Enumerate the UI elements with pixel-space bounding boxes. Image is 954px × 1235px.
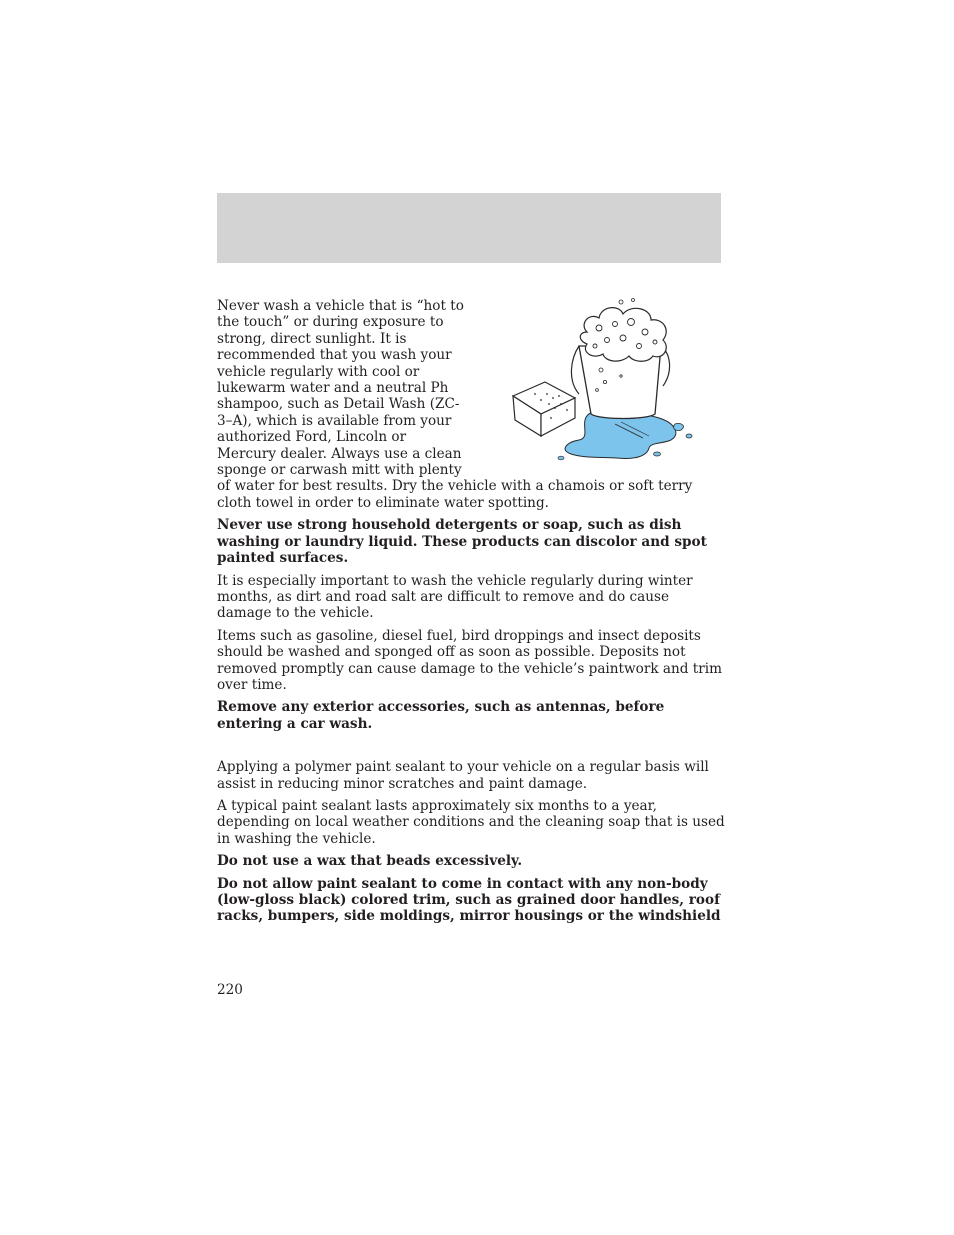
wash-illustration-svg bbox=[475, 298, 725, 466]
intro-section bbox=[217, 298, 725, 511]
trim-contact-warning: Do not allow paint sealant to come in contact with any non-body (low-gloss black) colored trim, such as grained door handles, roof racks, bumpers, side moldings, mirror housings or the windshield bbox=[217, 875, 721, 925]
winter-wash-paragraph: It is especially important to wash the vehicle regularly during winter months, as dirt and road salt are difficult to remove and do cause damage to the vehicle. bbox=[217, 572, 693, 622]
page-number: 220 bbox=[217, 982, 243, 998]
wax-warning: Do not use a wax that beads excessively. bbox=[217, 853, 523, 870]
paint-sealant-paragraph: Applying a polymer paint sealant to your vehicle on a regular basis will assist in reducing minor scratches and paint damage. bbox=[217, 759, 709, 792]
wash-illustration bbox=[475, 298, 725, 466]
car-wash-warning: Remove any exterior accessories, such as antennas, before entering a car wash. bbox=[217, 699, 665, 732]
sealant-duration-paragraph: A typical paint sealant lasts approximately six months to a year, depending on local weather conditions and the cleaning soap that is used in washing the vehicle. bbox=[217, 797, 725, 847]
detergent-warning: Never use strong household detergents or soap, such as dish washing or laundry liquid. These products can discolor and spot painted surfaces. bbox=[217, 517, 707, 567]
header-band bbox=[217, 193, 721, 263]
wash-instructions-paragraph: Never wash a vehicle that is “hot to the touch” or during exposure to strong, direct sunlight. It is recommended that you wash your vehicle regularly with cool or lukewarm water and a neutral Ph shampoo, such as Detail Wash (ZC-3–A), which is available from your authorized Ford, Lincoln or Mercury dealer. Always use a clean sponge or carwash mitt with plenty of water for best results. Dry the vehicle with a chamois or soft terry cloth towel in order to eliminate water spotting. bbox=[217, 298, 693, 511]
page-content bbox=[217, 298, 725, 931]
soap-bucket-icon bbox=[571, 299, 669, 419]
deposits-paragraph: Items such as gasoline, diesel fuel, bird droppings and insect deposits should be washed and sponged off as soon as possible. Deposits not removed promptly can cause damage to the vehicle’s paintwork and trim over time. bbox=[217, 627, 722, 693]
sponge-icon bbox=[513, 382, 575, 436]
